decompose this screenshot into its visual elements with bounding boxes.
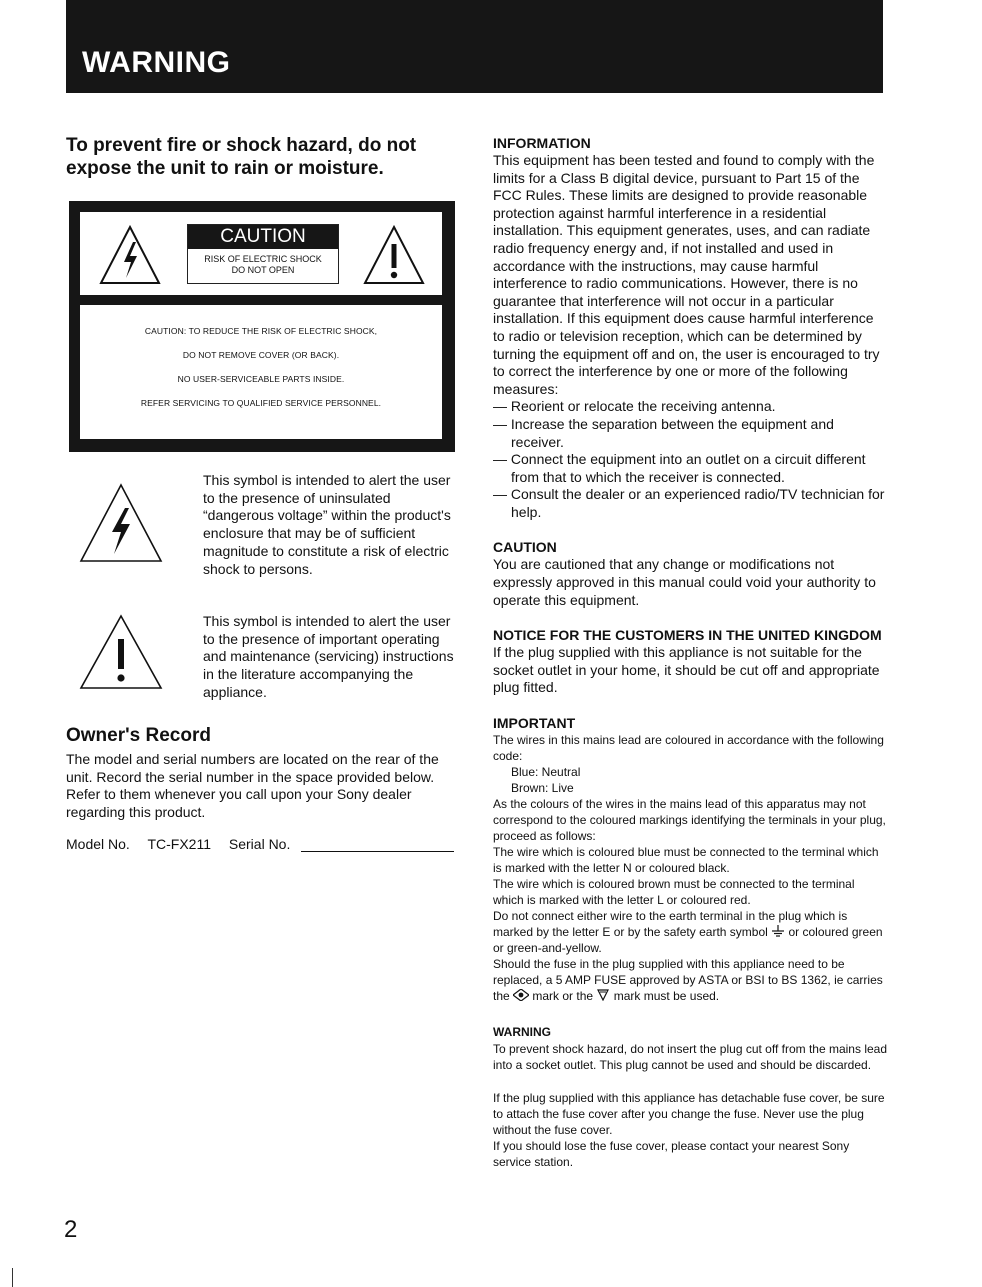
caution-title: CAUTION (493, 539, 557, 556)
caution-label-upper (80, 212, 442, 295)
fuse-cover-paragraph: If you should lose the fuse cover, please contact your nearest Sony service station. (493, 1139, 850, 1170)
model-serial-line (66, 836, 458, 852)
caution-label (187, 224, 339, 284)
information-title: INFORMATION (493, 135, 591, 151)
fuse-text-a: Should the fuse in the plug supplied with this appliance need to be replaced, a 5 AMP FUSE approved by ASTA or BSI to BS 1362, ie carries the (493, 957, 883, 1004)
symbol-explanation-voltage (66, 472, 458, 582)
fuse-text-b: mark or the (532, 989, 594, 1004)
symbol-voltage-text: This symbol is intended to alert the user to the presence of uninsulated “dangerous voltage” within the product's enclosure that may be of sufficient magnitude to constitute a risk of electric shock to persons. (203, 472, 451, 577)
warning-title: WARNING (493, 1025, 551, 1040)
caution-label-panel (69, 201, 455, 452)
important-fuse-paragraph (493, 956, 888, 1004)
symbol-instructions-text: This symbol is intended to alert the user to the presence of important operating and maintenance (servicing) instructions in the literature accompanying the appliance. (203, 613, 454, 700)
caution-label-line2: DO NOT OPEN (231, 265, 295, 275)
caution-line: CAUTION: TO REDUCE THE RISK OF ELECTRIC SHOCK, (144, 326, 378, 336)
right-column (493, 134, 888, 1170)
caution-label-line1: RISK OF ELECTRIC SHOCK (204, 254, 322, 264)
model-label: Model No. (66, 836, 130, 852)
left-column (66, 134, 458, 180)
symbol-explanation-instructions (66, 613, 458, 708)
earth-text-b: or coloured green or green-and-yellow. (493, 925, 883, 956)
uk-notice-body: If the plug supplied with this appliance is not suitable for the socket outlet in your home, it should be cut off and appropriate plug fitted. (493, 644, 880, 696)
fire-shock-headline: To prevent fire or shock hazard, do not expose the unit to rain or moisture. (66, 135, 417, 179)
exclamation-triangle-icon (78, 613, 164, 691)
owners-record-section (66, 724, 458, 822)
banner-title: WARNING (82, 46, 231, 79)
lightning-triangle-icon (98, 224, 162, 286)
model-value: TC-FX211 (147, 836, 211, 852)
bsi-kitemark-icon (596, 989, 610, 1001)
important-paragraph: As the colours of the wires in the mains lead of this apparatus may not correspond to the coloured markings identifying the terminals in your plug, proceed as follows: (493, 797, 886, 844)
fuse-text-c: mark must be used. (613, 989, 720, 1004)
important-paragraph: The wire which is coloured blue must be connected to the terminal which is marked with the letter N or coloured black. (493, 845, 879, 876)
caution-label-lower (80, 305, 442, 439)
lightning-triangle-icon (78, 482, 164, 564)
owners-record-body: The model and serial numbers are located on the rear of the unit. Record the serial number in the space provided below. Refer to them whenever you call upon your Sony dealer regarding this product. (66, 751, 439, 821)
caution-line: REFER SERVICING TO QUALIFIED SERVICE PERSONNEL. (140, 398, 382, 408)
asta-mark-icon (513, 989, 529, 1001)
caution-body: You are cautioned that any change or modifications not expressly approved in this manual could void your authority to operate this equipment. (493, 556, 876, 608)
information-body: This equipment has been tested and found to comply with the limits for a Class B digital device, pursuant to Part 15 of the FCC Rules. These limits are designed to provide reasonable protection against harmful interference in a residential installation. This equipment generates, uses, and can radiate radio frequency energy and, if not installed and used in accordance with the instructions, may cause harmful interference to radio communications. However, there is no guarantee that interference will not occur in a particular installation. If this equipment does cause harmful interference to radio or television reception, which can be determined by turning the equipment off and on, the user is encouraged to try to correct the interference by one or more of the following measures: (493, 152, 880, 397)
owners-record-title: Owner's Record (66, 725, 211, 746)
warning-banner (66, 0, 883, 93)
page-number: 2 (64, 1216, 78, 1243)
information-item: — Connect the equipment into an outlet on a circuit different from that to which the receiver is connected. (493, 451, 866, 485)
caution-label-title: CAUTION (188, 225, 338, 249)
important-title: IMPORTANT (493, 715, 576, 732)
serial-number-blank (301, 851, 454, 852)
wire-brown: Brown: Live (511, 781, 574, 796)
important-paragraph: The wire which is coloured brown must be connected to the terminal which is marked with the letter L or coloured red. (493, 877, 855, 908)
caution-line: NO USER-SERVICEABLE PARTS INSIDE. (177, 374, 345, 384)
earth-text-a: Do not connect either wire to the earth terminal in the plug which is marked by the letter E or by the safety earth symbol (493, 909, 848, 940)
important-intro: The wires in this mains lead are coloured in accordance with the following code: (493, 733, 884, 764)
exclamation-triangle-icon (362, 224, 426, 286)
serial-label: Serial No. (228, 836, 291, 852)
earth-symbol-icon (771, 925, 785, 937)
caution-line: DO NOT REMOVE COVER (OR BACK). (182, 350, 340, 360)
uk-notice-title: NOTICE FOR THE CUSTOMERS IN THE UNITED KINGDOM (493, 627, 882, 644)
scan-edge-mark (12, 1268, 13, 1287)
wire-blue: Blue: Neutral (511, 765, 581, 780)
warning-body: To prevent shock hazard, do not insert the plug cut off from the mains lead into a socket outlet. This plug cannot be used and should be discarded. (493, 1042, 888, 1073)
important-earth-paragraph (493, 908, 888, 956)
fuse-cover-paragraph: If the plug supplied with this appliance has detachable fuse cover, be sure to attach the fuse cover after you change the fuse. Never use the plug without the fuse cover. (493, 1091, 885, 1138)
information-item: — Consult the dealer or an experienced radio/TV technician for help. (493, 486, 885, 520)
information-item: — Increase the separation between the equipment and receiver. (493, 415, 834, 450)
information-item: — Reorient or relocate the receiving antenna. (493, 398, 776, 415)
